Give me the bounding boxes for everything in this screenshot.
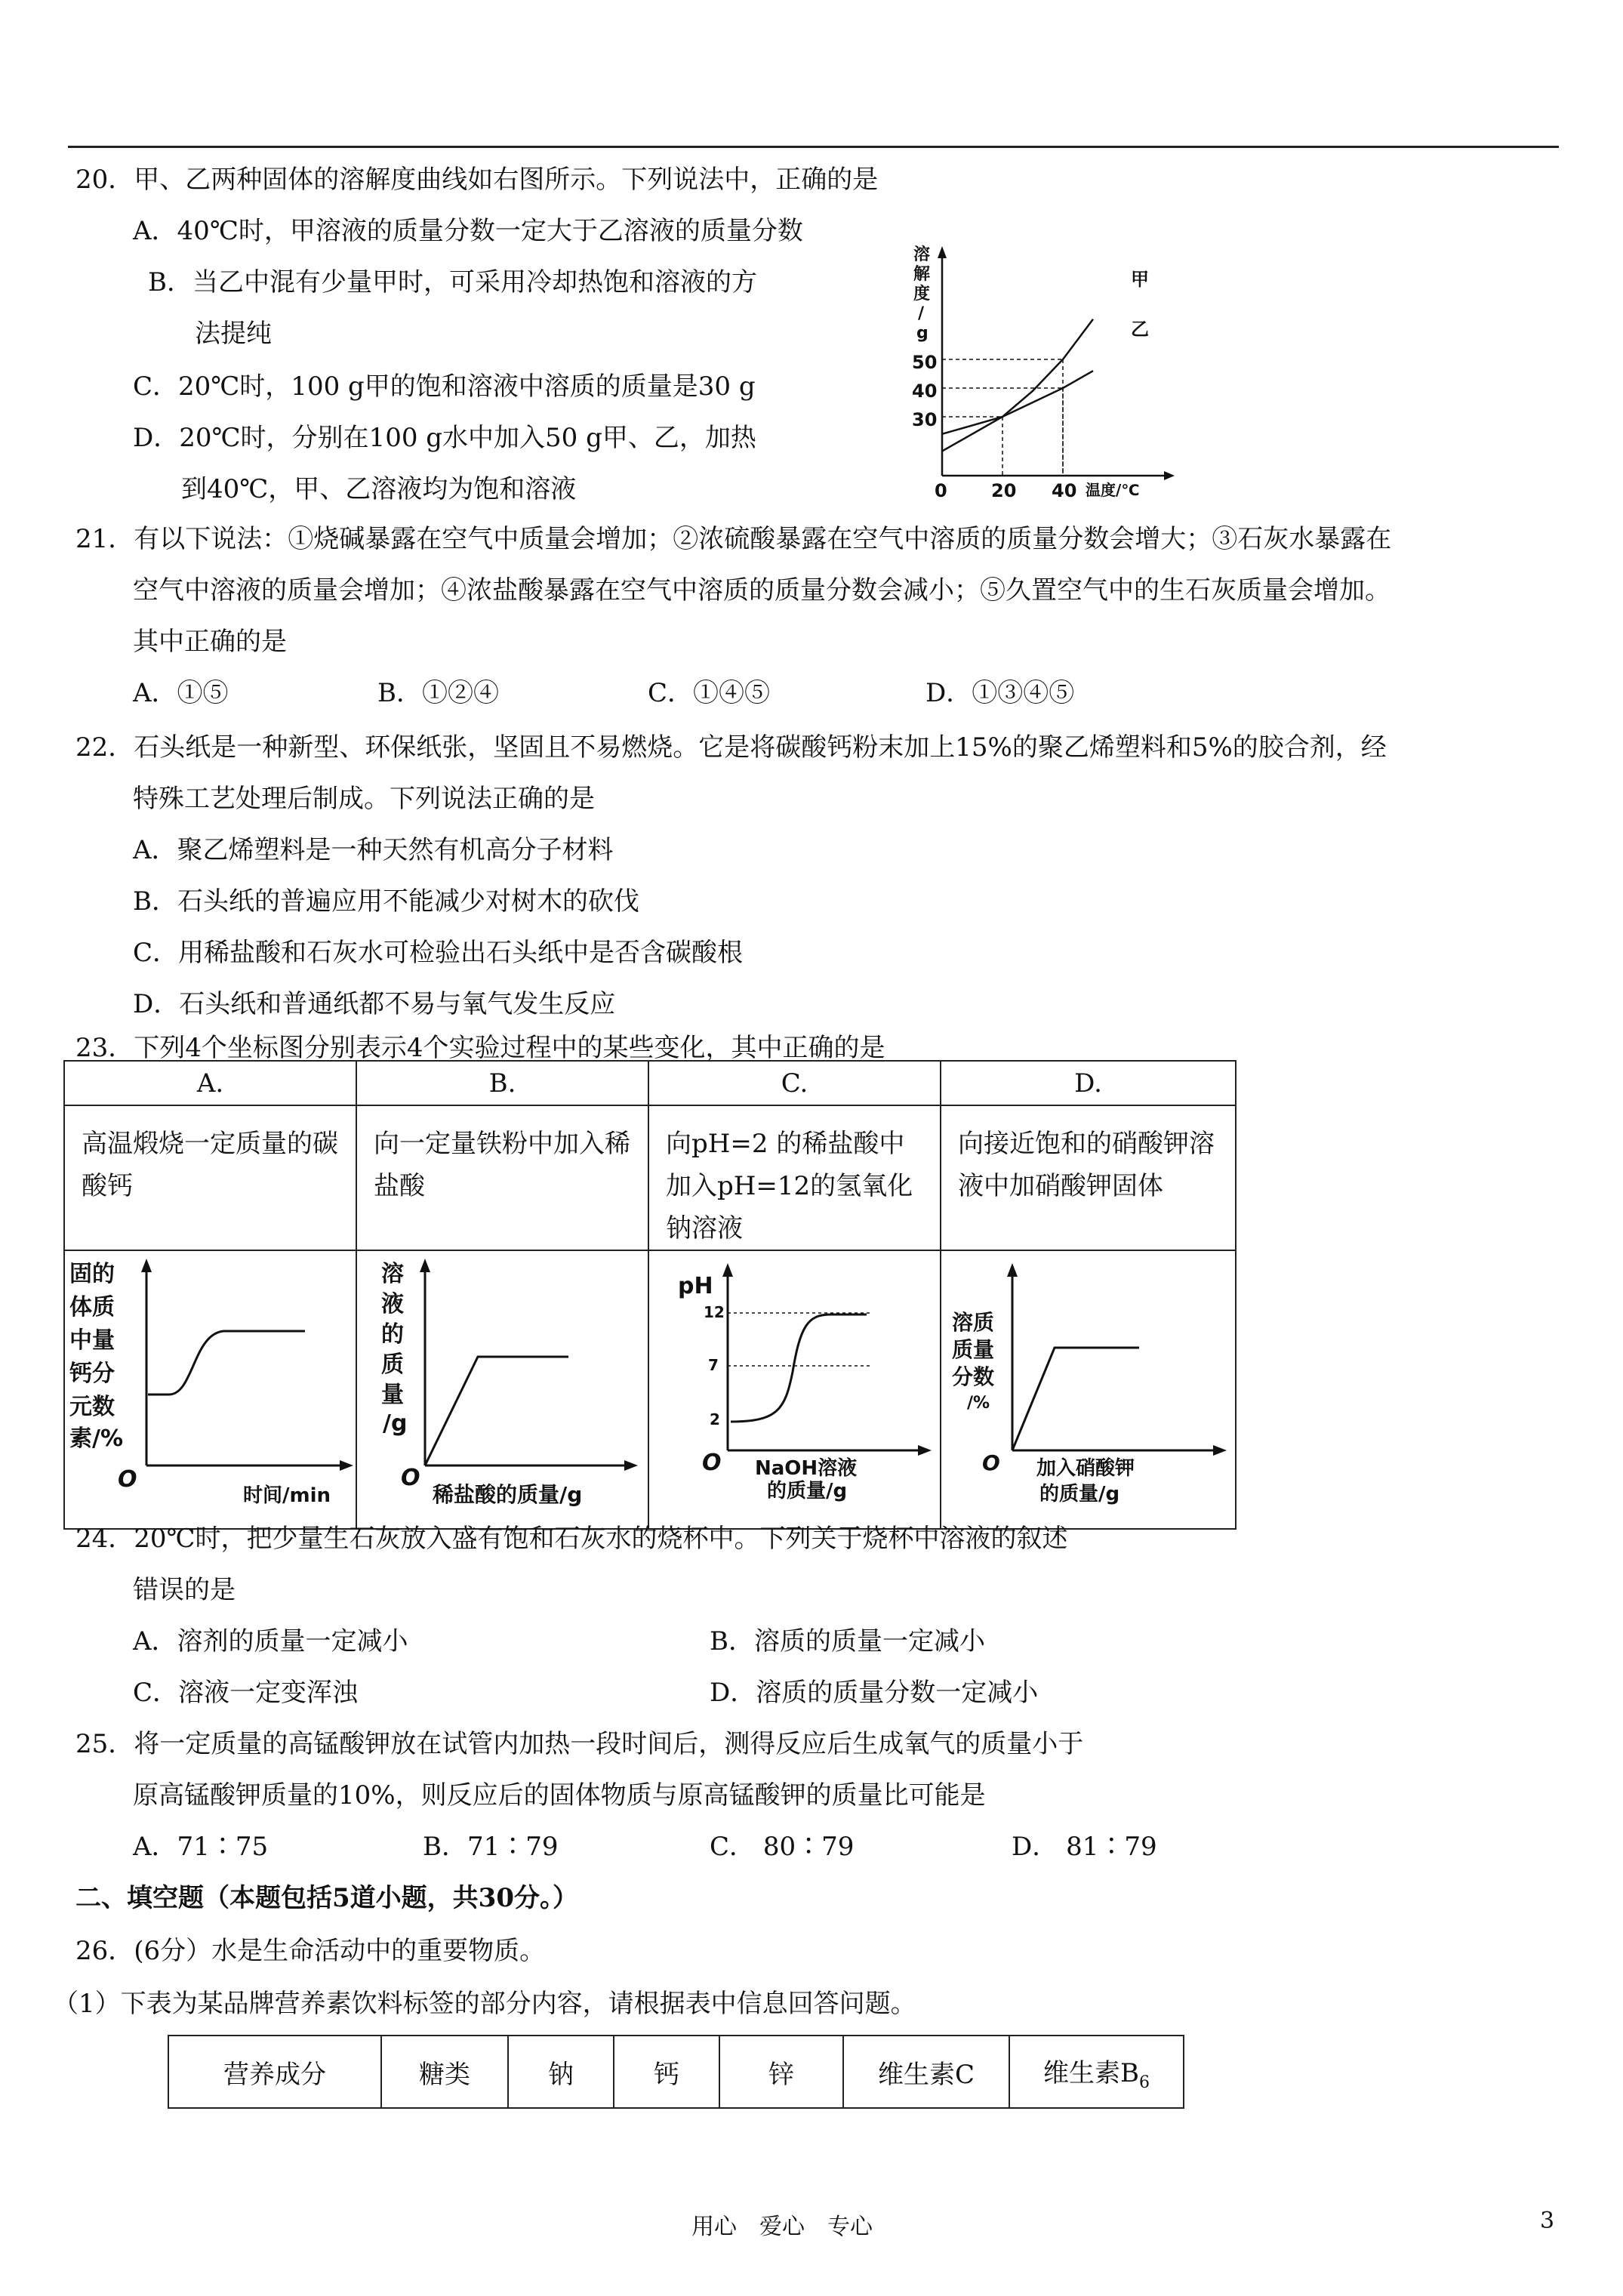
graph-c — [649, 1251, 940, 1521]
footer-motto: 用心 爱心 专心 — [691, 2214, 873, 2240]
q21-option-d: D．①③④⑤ — [925, 678, 1075, 708]
graph-a-ylabel-3: 中量 — [69, 1327, 115, 1354]
q20-option-b: B．当乙中混有少量甲时，可采用冷却热饱和溶液的方 — [148, 267, 757, 297]
graph-b-ylabel-2: 液 — [381, 1291, 404, 1318]
q23-text-d: 向接近饱和的硝酸钾溶液中加硝酸钾固体 — [958, 1129, 1215, 1201]
q24-option-a: A．溶剂的质量一定减小 — [133, 1626, 408, 1657]
graph-b — [357, 1251, 648, 1521]
q25-line2: 原高锰酸钾质量的10%，则反应后的固体物质与原高锰酸钾的质量比可能是 — [133, 1780, 986, 1811]
q20-option-a: A．40℃时，甲溶液的质量分数一定大于乙溶液的质量分数 — [133, 216, 803, 246]
q23-header-c: C. — [648, 1061, 941, 1105]
q21-line1: 21．有以下说法：①烧碱暴露在空气中质量会增加；②浓硫酸暴露在空气中溶质的质量分数会增大；③石灰水暴露在 — [75, 524, 1392, 554]
q20-option-b-cont: 法提纯 — [195, 319, 272, 349]
q21-line3: 其中正确的是 — [133, 627, 287, 657]
y-axis-arrow — [938, 246, 947, 258]
nutrition-calcium: 钙 — [614, 2036, 719, 2108]
graph-b-curve — [425, 1357, 568, 1465]
q23-header-a: A. — [64, 1061, 356, 1105]
q25-option-a: A．71∶75 — [133, 1832, 269, 1862]
page-number: 3 — [1540, 2208, 1555, 2234]
q22-option-b: B．石头纸的普遍应用不能减少对树木的砍伐 — [133, 886, 639, 917]
y-axis-label-1: 溶 — [913, 245, 931, 264]
q24-line2: 错误的是 — [133, 1575, 236, 1605]
graph-b-ylabel-1: 溶 — [381, 1261, 404, 1287]
q21-line2: 空气中溶液的质量会增加；④浓盐酸暴露在空气中溶质的质量分数会减小；⑤久置空气中的生石灰质量会增加。 — [133, 575, 1390, 606]
q23-stem: 23．下列4个坐标图分别表示4个实验过程中的某些变化，其中正确的是 — [75, 1033, 885, 1063]
q20-option-d: D．20℃时，分别在100 g水中加入50 g甲、乙，加热 — [133, 423, 756, 453]
graph-c-ylabel: pH — [678, 1273, 713, 1299]
nutrition-vitamin-c: 维生素C — [843, 2036, 1009, 2108]
graph-d-curve — [1012, 1348, 1139, 1450]
graph-c-origin: O — [702, 1450, 722, 1476]
graph-c-xlabel-1: NaOH溶液 — [755, 1457, 858, 1480]
nutrition-sugar: 糖类 — [381, 2036, 508, 2108]
graph-a-xlabel: 时间/min — [243, 1484, 331, 1507]
graph-d-xlabel-2: 的质量/g — [1039, 1483, 1120, 1505]
q23-header-b: B. — [356, 1061, 648, 1105]
q22-option-a: A．聚乙烯塑料是一种天然有机高分子材料 — [133, 835, 614, 865]
q23-text-b: 向一定量铁粉中加入稀盐酸 — [374, 1129, 630, 1201]
y-tick-40: 40 — [912, 381, 938, 402]
solubility-chart — [891, 242, 1178, 506]
graph-d-xlabel-1: 加入硝酸钾 — [1036, 1457, 1135, 1480]
q23-text-c: 向pH=2 的稀盐酸中加入pH=12的氢氧化钠溶液 — [666, 1129, 913, 1244]
graph-a-curve — [148, 1331, 305, 1395]
x-axis-label: 温度/℃ — [1086, 481, 1140, 499]
q23-table — [63, 1060, 1236, 1530]
graph-c-y-arrow — [722, 1263, 733, 1277]
graph-c-tick-12: 12 — [704, 1303, 725, 1321]
graph-d-ylabel-2: 质量 — [952, 1337, 995, 1362]
q21-option-a: A．①⑤ — [133, 678, 229, 708]
q20-option-d-cont: 到40℃，甲、乙溶液均为饱和溶液 — [181, 474, 577, 504]
q22-option-d: D．石头纸和普通纸都不易与氧气发生反应 — [133, 989, 616, 1019]
q24-line1: 24．20℃时，把少量生石灰放入盛有饱和石灰水的烧杯中。下列关于烧杯中溶液的叙述 — [75, 1524, 1068, 1554]
nutrition-sodium: 钠 — [508, 2036, 614, 2108]
graph-b-ylabel-3: 的 — [381, 1321, 404, 1348]
graph-d-origin: O — [982, 1450, 1000, 1475]
y-axis-label-5: g — [916, 324, 929, 343]
graph-d-x-arrow — [1213, 1445, 1227, 1456]
q26-stem: 26．(6分）水是生命活动中的重要物质。 — [75, 1936, 546, 1966]
q24-option-c: C．溶液一定变浑浊 — [133, 1678, 359, 1708]
graph-a-y-arrow — [141, 1259, 152, 1272]
q23-header-d: D. — [941, 1061, 1236, 1105]
q21-option-b: B．①②④ — [377, 678, 499, 708]
x-tick-0: 0 — [935, 480, 947, 501]
graph-a-ylabel-2: 体质 — [69, 1294, 115, 1321]
graph-d-ylabel-1: 溶质 — [952, 1310, 995, 1335]
graph-b-ylabel-5: 量 — [381, 1382, 404, 1408]
graph-a-ylabel-1: 固的 — [69, 1261, 115, 1287]
graph-a — [65, 1251, 356, 1521]
graph-a-origin: O — [118, 1466, 137, 1493]
y-tick-30: 30 — [912, 409, 938, 430]
q25-option-b: B．71∶79 — [423, 1832, 559, 1862]
graph-a-ylabel-6: 素/% — [69, 1425, 124, 1452]
graph-c-xlabel-2: 的质量/g — [767, 1480, 848, 1502]
graph-a-x-arrow — [340, 1460, 353, 1471]
q25-option-d: D． 81∶79 — [1012, 1832, 1157, 1862]
vitamin-b-subscript: 6 — [1139, 2073, 1150, 2092]
x-tick-20: 20 — [991, 480, 1017, 501]
q25-line1: 25．将一定质量的高锰酸钾放在试管内加热一段时间后，测得反应后生成氧气的质量小于 — [75, 1729, 1084, 1759]
q22-line1: 22．石头纸是一种新型、环保纸张，坚固且不易燃烧。它是将碳酸钙粉末加上15%的聚乙烯塑料和5%的胶合剂，经 — [75, 732, 1387, 763]
y-axis-label-2: 解 — [913, 265, 931, 284]
q24-option-b: B．溶质的质量一定减小 — [710, 1626, 985, 1657]
nutrition-zinc: 锌 — [719, 2036, 843, 2108]
series-jia-curve — [942, 319, 1093, 451]
y-axis-label-3: 度 — [913, 285, 931, 304]
nutrition-table — [168, 2035, 1184, 2109]
y-axis-label-4: / — [918, 304, 925, 323]
header-rule — [68, 146, 1559, 148]
graph-c-curve — [731, 1314, 867, 1422]
q22-line2: 特殊工艺处理后制成。下列说法正确的是 — [133, 784, 595, 814]
series-yi-label: 乙 — [1131, 319, 1149, 340]
graph-b-ylabel-6: /g — [383, 1410, 408, 1437]
nutrition-header: 营养成分 — [168, 2036, 381, 2108]
series-yi-curve — [942, 371, 1093, 434]
x-axis-arrow — [1164, 471, 1175, 480]
graph-b-origin: O — [401, 1465, 420, 1491]
nutrition-vitamin-b6 — [1009, 2036, 1184, 2108]
q21-option-c: C．①④⑤ — [648, 678, 771, 708]
graph-b-x-arrow — [624, 1460, 638, 1471]
q22-option-c: C．用稀盐酸和石灰水可检验出石头纸中是否含碳酸根 — [133, 938, 744, 968]
q25-option-c: C． 80∶79 — [710, 1832, 855, 1862]
graph-a-ylabel-5: 元数 — [69, 1394, 115, 1420]
x-tick-40: 40 — [1052, 480, 1077, 501]
vitamin-b-label: 维生素B — [1043, 2057, 1139, 2088]
q20-option-c: C．20℃时，100 g甲的饱和溶液中溶质的质量是30 g — [133, 371, 756, 402]
q20-stem: 20．甲、乙两种固体的溶解度曲线如右图所示。下列说法中，正确的是 — [75, 165, 879, 195]
graph-c-tick-2: 2 — [710, 1410, 720, 1428]
q26-sub1: （1）下表为某品牌营养素饮料标签的部分内容，请根据表中信息回答问题。 — [53, 1989, 916, 2019]
graph-d — [941, 1251, 1235, 1521]
graph-d-y-arrow — [1007, 1263, 1018, 1277]
graph-c-x-arrow — [918, 1445, 932, 1456]
graph-d-ylabel-3: 分数 — [952, 1364, 995, 1389]
graph-c-tick-7: 7 — [708, 1356, 719, 1374]
y-tick-50: 50 — [912, 352, 938, 373]
q24-option-d: D．溶质的质量分数一定减小 — [710, 1678, 1039, 1708]
graph-b-ylabel-4: 质 — [381, 1351, 404, 1378]
graph-a-ylabel-4: 钙分 — [69, 1361, 115, 1387]
series-jia-label: 甲 — [1131, 269, 1149, 290]
q23-text-a: 高温煅烧一定质量的碳酸钙 — [82, 1129, 338, 1201]
graph-b-y-arrow — [420, 1259, 430, 1272]
graph-d-ylabel-4: /% — [967, 1394, 990, 1413]
section-heading: 二、填空题（本题包括5道小题，共30分。） — [75, 1883, 578, 1913]
graph-b-xlabel: 稀盐酸的质量/g — [433, 1482, 583, 1507]
